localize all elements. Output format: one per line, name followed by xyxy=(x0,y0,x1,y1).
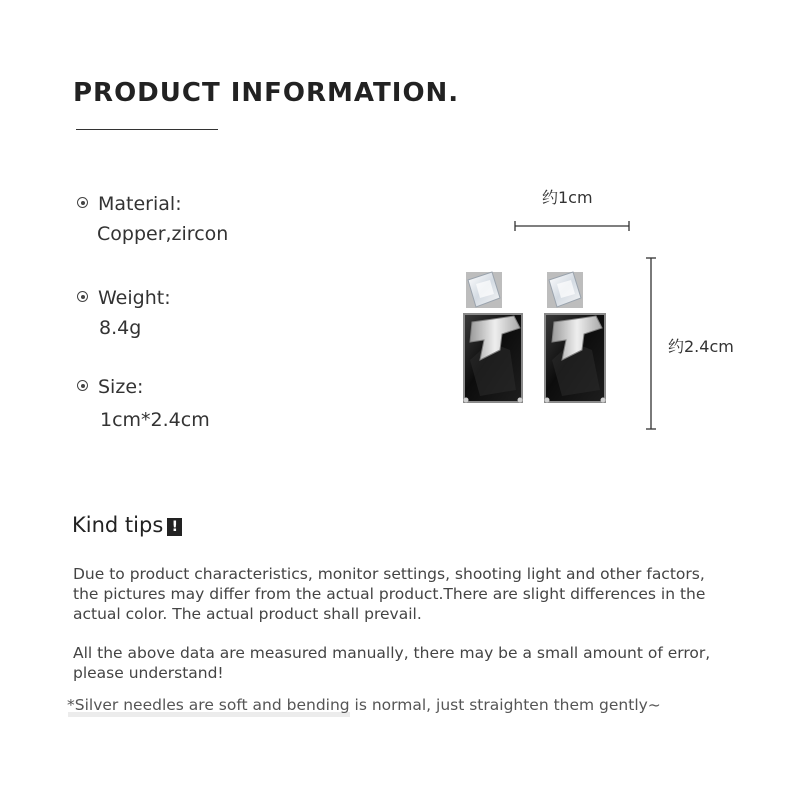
height-dimension-label: 约2.4cm xyxy=(668,337,734,356)
spec-weight-label: Weight: xyxy=(77,287,171,309)
right-earring xyxy=(545,272,606,403)
height-dimension-line xyxy=(646,258,656,429)
notice-paragraph-2: All the above data are measured manually, there may be a small amount of error, please understand! xyxy=(73,644,711,682)
spec-size-value: 1cm*2.4cm xyxy=(100,409,210,431)
kind-tips-heading: Kind tips ! xyxy=(72,513,182,537)
width-dimension-line xyxy=(515,221,629,231)
exclamation-icon: ! xyxy=(167,518,182,536)
spec-material-value: Copper,zircon xyxy=(97,223,229,245)
page-title: PRODUCT INFORMATION. xyxy=(73,78,460,108)
width-dimension-label: 约1cm xyxy=(542,188,593,207)
title-divider xyxy=(76,129,218,130)
left-earring xyxy=(464,272,523,403)
earrings-illustration xyxy=(440,210,670,440)
spec-weight-value: 8.4g xyxy=(99,317,142,339)
bullet-icon xyxy=(77,197,88,208)
bullet-icon xyxy=(77,291,88,302)
bullet-icon xyxy=(77,380,88,391)
spec-material-label: Material: xyxy=(77,193,182,215)
spec-size-label: Size: xyxy=(77,376,143,398)
footnote-text: *Silver needles are soft and bending is normal, just straighten them gently~ xyxy=(67,696,661,714)
notice-paragraph-1: Due to product characteristics, monitor settings, shooting light and other factors, the pictures may differ from the actual product.There are slight differences in the actual color. The actual product shall prevail. xyxy=(73,565,706,623)
